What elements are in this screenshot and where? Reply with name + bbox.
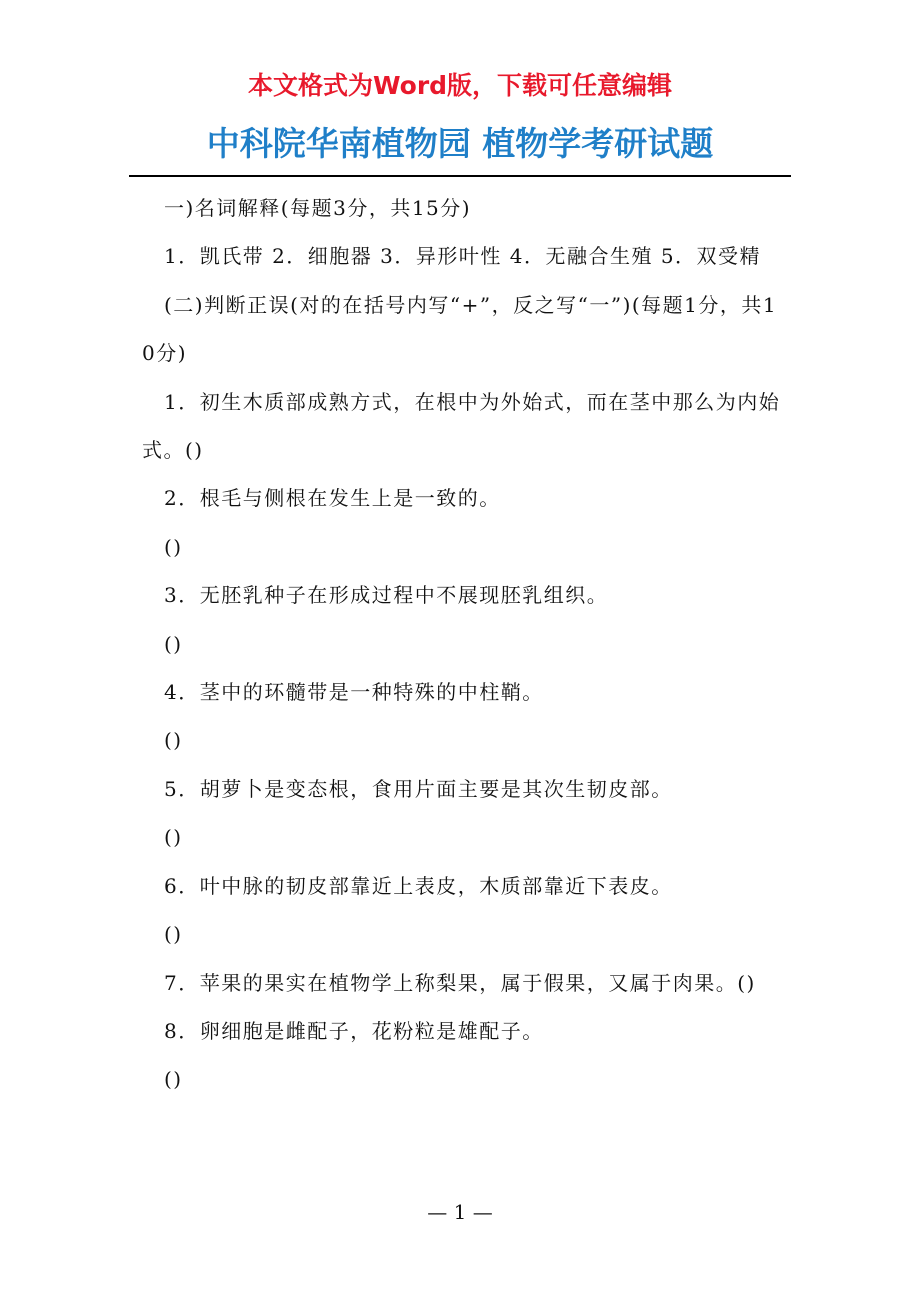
- question-8: 8．卵细胞是雌配子，花粉粒是雄配子。: [164, 1018, 544, 1043]
- format-notice: 本文格式为Word版，下载可任意编辑: [247, 71, 673, 100]
- answer-blank-8: (): [164, 1067, 183, 1092]
- answer-blank-6: (): [164, 922, 183, 947]
- question-5: 5．胡萝卜是变态根，食用片面主要是其次生韧皮部。: [164, 776, 673, 801]
- question-3: 3．无胚乳种子在形成过程中不展现胚乳组织。: [164, 583, 609, 608]
- section-heading-terms: 一)名词解释(每题3分，共15分): [164, 196, 472, 220]
- answer-blank-5: (): [164, 825, 183, 850]
- question-4: 4．茎中的环髓带是一种特殊的中柱鞘。: [164, 680, 544, 705]
- page-number: — 1 —: [427, 1200, 493, 1224]
- terms-list: 1．凯氏带 2．细胞器 3．异形叶性 4．无融合生殖 5．双受精: [164, 244, 762, 269]
- answer-blank-4: (): [164, 728, 183, 753]
- document-body: [142, 184, 782, 1104]
- answer-blank-2: (): [164, 534, 183, 559]
- question-7: 7．苹果的果实在植物学上称梨果，属于假果，又属于肉果。(): [164, 970, 756, 995]
- question-1: 1．初生木质部成熟方式，在根中为外始式，而在茎中那么为内始式。(): [142, 389, 781, 463]
- answer-blank-3: (): [164, 631, 183, 656]
- question-2: 2．根毛与侧根在发生上是一致的。: [164, 486, 501, 511]
- title-divider: [129, 175, 791, 177]
- question-6: 6．叶中脉的韧皮部靠近上表皮，木质部靠近下表皮。: [164, 873, 673, 898]
- document-title: 中科院华南植物园 植物学考研试题: [206, 124, 714, 163]
- section-heading-true-false: (二)判断正误(对的在括号内写“+”，反之写“一”)(每题1分，共10分): [142, 292, 778, 366]
